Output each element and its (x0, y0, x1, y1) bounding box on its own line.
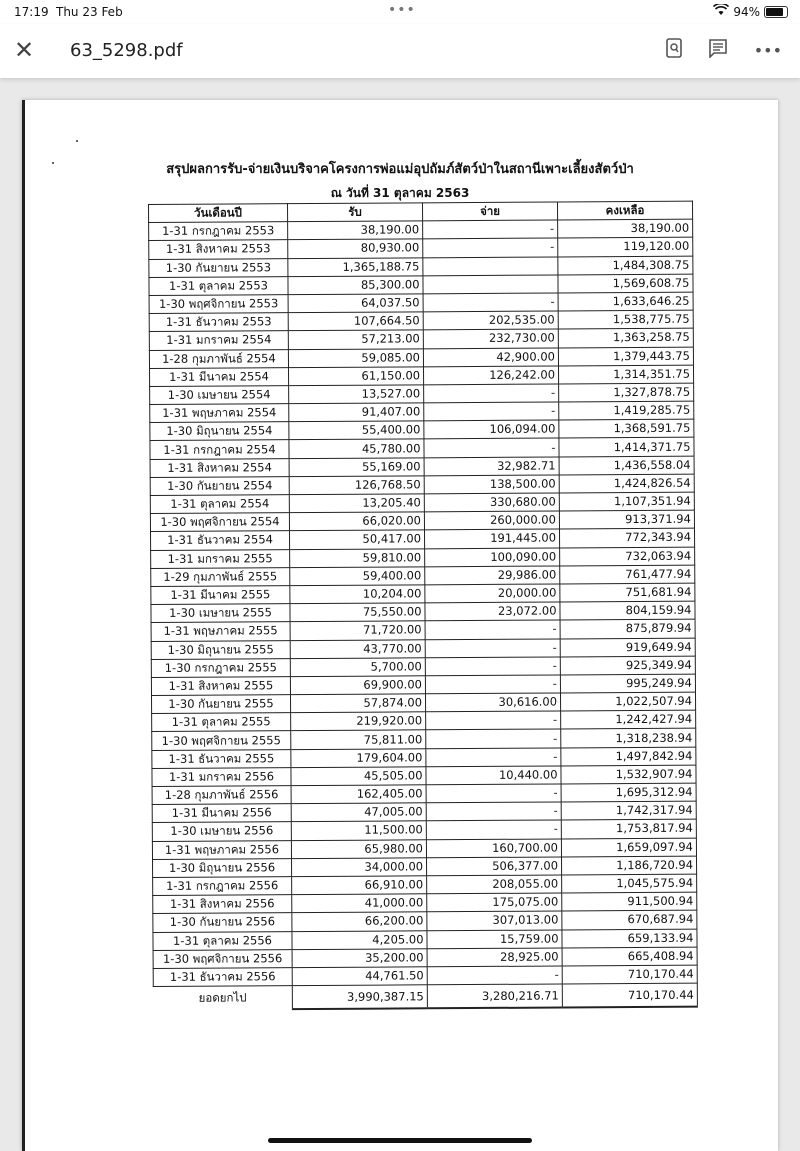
cell-balance: 1,424,826.54 (559, 474, 694, 493)
cell-income: 11,500.00 (291, 821, 426, 840)
cell-income: 59,085.00 (288, 348, 423, 367)
cell-expense: - (424, 402, 559, 421)
cell-expense: 23,072.00 (425, 602, 560, 621)
header-date: วันเดือนปี (149, 204, 288, 223)
cell-income: 80,930.00 (288, 239, 423, 258)
more-options-icon[interactable]: ••• (753, 40, 782, 60)
cell-income: 47,005.00 (291, 803, 426, 822)
cell-balance: 710,170.44 (562, 965, 697, 984)
cell-income: 5,700.00 (290, 658, 425, 677)
cell-balance: 1,368,591.75 (559, 419, 694, 438)
search-document-icon[interactable] (666, 38, 682, 62)
cell-expense: - (426, 802, 561, 821)
cell-date: 1-31 สิงหาคม 2556 (153, 895, 292, 914)
cell-expense: 232,730.00 (423, 329, 558, 348)
cell-expense: 138,500.00 (424, 475, 559, 494)
cell-income: 13,205.40 (289, 494, 424, 513)
battery-icon (764, 6, 788, 18)
cell-balance: 119,120.00 (558, 238, 693, 257)
total-income: 3,990,387.15 (292, 985, 427, 1009)
cell-date: 1-30 กันยายน 2555 (152, 695, 291, 714)
cell-date: 1-31 กรกฎาคม 2554 (150, 440, 289, 459)
cell-balance: 1,497,842.94 (561, 747, 696, 766)
cell-balance: 1,242,427.94 (561, 710, 696, 729)
home-indicator[interactable] (268, 1138, 532, 1143)
cell-income: 45,505.00 (291, 767, 426, 786)
cell-balance: 1,022,507.94 (560, 692, 695, 711)
battery-percent: 94% (733, 4, 760, 19)
cell-date: 1-30 มิถุนายน 2555 (151, 640, 290, 659)
cell-date: 1-31 กรกฎาคม 2553 (149, 222, 288, 241)
cell-date: 1-31 ตุลาคม 2555 (152, 713, 291, 732)
status-right (713, 4, 788, 19)
comment-icon[interactable] (708, 38, 728, 62)
cell-balance: 1,045,575.94 (562, 874, 697, 893)
cell-balance: 1,753,817.94 (561, 820, 696, 839)
cell-date: 1-30 เมษายน 2555 (151, 604, 290, 623)
cell-balance: 1,314,351.75 (558, 365, 693, 384)
multitasking-dots-icon[interactable]: ••• (388, 2, 416, 18)
cell-expense: 307,013.00 (427, 911, 562, 930)
cell-balance: 1,419,285.75 (559, 401, 694, 420)
cell-date: 1-28 กุมภาพันธ์ 2556 (152, 786, 291, 805)
pdf-toolbar (0, 24, 800, 78)
cell-date: 1-31 พฤษภาคม 2554 (150, 404, 289, 423)
cell-income: 41,000.00 (292, 894, 427, 913)
cell-date: 1-31 พฤษภาคม 2556 (152, 840, 291, 859)
cell-date: 1-29 กุมภาพันธ์ 2555 (151, 567, 290, 586)
cell-date: 1-30 กันยายน 2554 (150, 476, 289, 495)
cell-expense: 32,982.71 (424, 457, 559, 476)
cell-expense: - (423, 238, 558, 257)
header-expense: จ่าย (422, 202, 557, 221)
status-date: Thu 23 Feb (56, 5, 123, 19)
cell-balance: 1,327,878.75 (559, 383, 694, 402)
cell-income: 34,000.00 (292, 858, 427, 877)
cell-balance: 1,318,238.94 (561, 729, 696, 748)
cell-expense: 208,055.00 (427, 875, 562, 894)
cell-date: 1-30 พฤศจิกายน 2555 (152, 731, 291, 750)
document-title: สรุปผลการรับ-จ่ายเงินบริจาคโครงการพ่อแม่อุปถัมภ์สัตว์ป่าในสถานีเพาะเลี้ยงสัตว์ป่า (166, 162, 634, 177)
cell-income: 13,527.00 (289, 385, 424, 404)
cell-income: 45,780.00 (289, 439, 424, 458)
table-body (149, 219, 698, 986)
cell-income: 57,213.00 (288, 330, 423, 349)
cell-date: 1-31 ธันวาคม 2553 (149, 313, 288, 332)
cell-date: 1-31 ธันวาคม 2554 (151, 531, 290, 550)
total-expense: 3,280,216.71 (427, 984, 562, 1008)
cell-date: 1-30 พฤศจิกายน 2553 (149, 295, 288, 314)
cell-date: 1-30 พฤศจิกายน 2556 (153, 949, 292, 968)
cell-date: 1-30 พฤศจิกายน 2554 (150, 513, 289, 532)
cell-date: 1-31 ตุลาคม 2553 (149, 276, 288, 295)
cell-income: 59,400.00 (290, 567, 425, 586)
cell-date: 1-31 มีนาคม 2554 (150, 367, 289, 386)
cell-balance: 995,249.94 (560, 674, 695, 693)
cell-expense: 330,680.00 (424, 493, 559, 512)
cell-balance: 772,343.94 (559, 529, 694, 548)
cell-income: 75,811.00 (291, 730, 426, 749)
cell-date: 1-31 กรกฎาคม 2556 (153, 877, 292, 896)
cell-balance: 1,569,608.75 (558, 274, 693, 293)
cell-date: 1-31 ตุลาคม 2556 (153, 931, 292, 950)
page-edge (22, 100, 25, 1151)
cell-expense: - (425, 620, 560, 639)
cell-balance: 732,063.94 (560, 547, 695, 566)
cell-income: 91,407.00 (289, 403, 424, 422)
cell-income: 66,200.00 (292, 912, 427, 931)
cell-expense: 106,094.00 (424, 420, 559, 439)
cell-date: 1-31 ธันวาคม 2555 (152, 749, 291, 768)
cell-date: 1-30 กันยายน 2553 (149, 258, 288, 277)
header-income: รับ (288, 203, 423, 222)
cell-balance: 911,500.94 (562, 892, 697, 911)
close-icon[interactable]: ✕ (14, 36, 35, 64)
cell-balance: 665,408.94 (562, 947, 697, 966)
cell-income: 162,405.00 (291, 785, 426, 804)
cell-income: 57,874.00 (291, 694, 426, 713)
scan-speck (76, 140, 78, 142)
cell-balance: 1,363,258.75 (558, 328, 693, 347)
cell-income: 64,037.50 (288, 294, 423, 313)
cell-expense: - (425, 657, 560, 676)
cell-expense: 28,925.00 (427, 948, 562, 967)
cell-balance: 1,484,308.75 (558, 256, 693, 275)
file-name: 63_5298.pdf (70, 40, 183, 61)
cell-expense: - (424, 438, 559, 457)
cell-expense: 100,090.00 (425, 548, 560, 567)
cell-income: 43,770.00 (290, 639, 425, 658)
cell-income: 10,204.00 (290, 585, 425, 604)
cell-date: 1-31 มกราคม 2555 (151, 549, 290, 568)
document-subtitle: ณ วันที่ 31 ตุลาคม 2563 (330, 186, 470, 200)
cell-expense: - (426, 820, 561, 839)
cell-date: 1-31 ธันวาคม 2556 (153, 968, 292, 987)
status-time: 17:19 (14, 5, 49, 19)
cell-expense: - (423, 293, 558, 312)
cell-income: 126,768.50 (289, 476, 424, 495)
cell-balance: 1,538,775.75 (558, 310, 693, 329)
cell-income: 85,300.00 (288, 276, 423, 295)
cell-expense: - (426, 748, 561, 767)
cell-income: 66,910.00 (292, 876, 427, 895)
cell-income: 71,720.00 (290, 621, 425, 640)
cell-balance: 1,695,312.94 (561, 783, 696, 802)
cell-balance: 1,532,907.94 (561, 765, 696, 784)
cell-expense: - (424, 384, 559, 403)
cell-balance: 751,681.94 (560, 583, 695, 602)
cell-balance: 1,742,317.94 (561, 801, 696, 820)
cell-income: 55,169.00 (289, 457, 424, 476)
cell-income: 38,190.00 (288, 221, 423, 240)
cell-income: 35,200.00 (292, 948, 427, 967)
wifi-icon (713, 4, 729, 19)
cell-income: 55,400.00 (289, 421, 424, 440)
cell-expense: - (423, 220, 558, 239)
cell-balance: 1,107,351.94 (559, 492, 694, 511)
cell-balance: 1,436,558.04 (559, 456, 694, 475)
total-row (153, 983, 697, 1010)
header-balance: คงเหลือ (557, 201, 692, 220)
cell-expense: 506,377.00 (426, 857, 561, 876)
cell-income: 44,761.50 (292, 967, 427, 986)
cell-income: 59,810.00 (290, 548, 425, 567)
cell-date: 1-31 สิงหาคม 2555 (151, 677, 290, 696)
cell-date: 1-31 มีนาคม 2556 (152, 804, 291, 823)
cell-expense: 260,000.00 (424, 511, 559, 530)
cell-balance: 1,186,720.94 (561, 856, 696, 875)
cell-income: 50,417.00 (290, 530, 425, 549)
cell-expense: - (426, 729, 561, 748)
battery-fill (766, 8, 783, 16)
cell-income: 75,550.00 (290, 603, 425, 622)
cell-balance: 925,349.94 (560, 656, 695, 675)
cell-balance: 38,190.00 (558, 219, 693, 238)
cell-date: 1-30 เมษายน 2556 (152, 822, 291, 841)
total-balance: 710,170.44 (562, 983, 697, 1007)
cell-date: 1-31 สิงหาคม 2554 (150, 458, 289, 477)
cell-date: 1-31 มกราคม 2556 (152, 767, 291, 786)
cell-date: 1-31 สิงหาคม 2553 (149, 240, 288, 259)
cell-date: 1-31 ตุลาคม 2554 (150, 495, 289, 514)
cell-income: 61,150.00 (289, 367, 424, 386)
cell-expense: 29,986.00 (425, 566, 560, 585)
cell-date: 1-31 มีนาคม 2555 (151, 586, 290, 605)
cell-balance: 761,477.94 (560, 565, 695, 584)
cell-income: 219,920.00 (291, 712, 426, 731)
toolbar-actions (666, 38, 782, 62)
cell-expense: 20,000.00 (425, 584, 560, 603)
cell-income: 4,205.00 (292, 930, 427, 949)
cell-balance: 919,649.94 (560, 638, 695, 657)
cell-expense (423, 275, 558, 294)
pdf-page (22, 100, 778, 1151)
cell-expense: - (425, 675, 560, 694)
cell-expense: 175,075.00 (427, 893, 562, 912)
cell-income: 69,900.00 (290, 676, 425, 695)
cell-expense: 202,535.00 (423, 311, 558, 330)
finance-table (148, 201, 698, 1011)
cell-balance: 1,633,646.25 (558, 292, 693, 311)
cell-expense: 160,700.00 (426, 839, 561, 858)
cell-expense (423, 257, 558, 276)
cell-balance: 1,379,443.75 (558, 347, 693, 366)
cell-income: 1,365,188.75 (288, 257, 423, 276)
cell-balance: 1,659,097.94 (561, 838, 696, 857)
cell-expense: 15,759.00 (427, 929, 562, 948)
cell-expense: 126,242.00 (423, 366, 558, 385)
cell-expense: 30,616.00 (425, 693, 560, 712)
cell-date: 1-31 มกราคม 2554 (149, 331, 288, 350)
cell-income: 179,604.00 (291, 748, 426, 767)
cell-income: 107,664.50 (288, 312, 423, 331)
cell-date: 1-30 เมษายน 2554 (150, 386, 289, 405)
cell-expense: 10,440.00 (426, 766, 561, 785)
cell-date: 1-31 พฤษภาคม 2555 (151, 622, 290, 641)
cell-balance: 1,414,371.75 (559, 438, 694, 457)
status-bar (0, 0, 800, 24)
cell-date: 1-30 มิถุนายน 2556 (153, 858, 292, 877)
cell-expense: - (426, 711, 561, 730)
cell-balance: 659,133.94 (562, 929, 697, 948)
total-label: ยอดยกไป (153, 986, 292, 1010)
cell-balance: 875,879.94 (560, 619, 695, 638)
cell-expense: - (427, 966, 562, 985)
cell-income: 65,980.00 (291, 839, 426, 858)
cell-balance: 804,159.94 (560, 601, 695, 620)
cell-expense: 42,900.00 (423, 347, 558, 366)
cell-balance: 670,687.94 (562, 910, 697, 929)
cell-date: 1-30 กันยายน 2556 (153, 913, 292, 932)
cell-balance: 913,371.94 (559, 510, 694, 529)
cell-date: 1-28 กุมภาพันธ์ 2554 (149, 349, 288, 368)
cell-expense: 191,445.00 (424, 529, 559, 548)
cell-date: 1-30 กรกฎาคม 2555 (151, 658, 290, 677)
cell-income: 66,020.00 (289, 512, 424, 531)
cell-expense: - (426, 784, 561, 803)
cell-expense: - (425, 638, 560, 657)
cell-date: 1-30 มิถุนายน 2554 (150, 422, 289, 441)
